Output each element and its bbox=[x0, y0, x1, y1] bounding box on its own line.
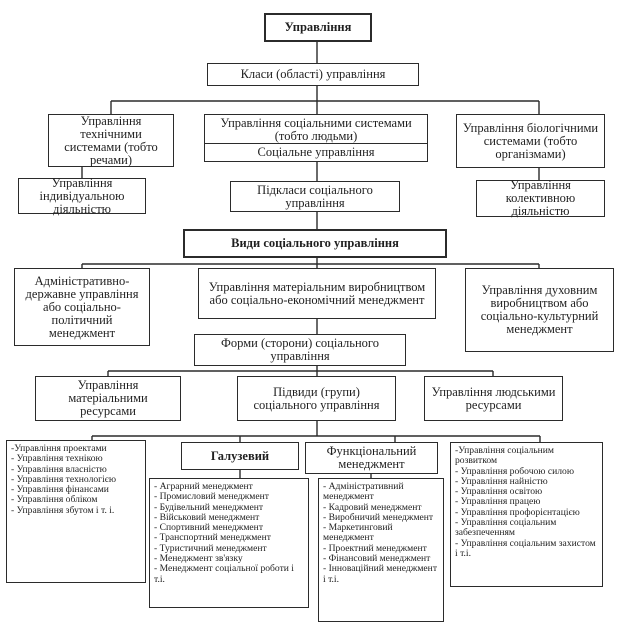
human-resources-box: Управління людськими ресурсами bbox=[424, 376, 563, 421]
technical-systems-box: Управління технічними системами (тобто речами) bbox=[48, 114, 174, 167]
classes-box: Класи (області) управління bbox=[207, 63, 419, 86]
material-resources-box: Управління матеріальними ресурсами bbox=[35, 376, 181, 421]
social-systems-box: Управління соціальними системами (тобто людьми) bbox=[204, 114, 428, 145]
list-item: - Управління технологією bbox=[11, 473, 117, 485]
list-item: - Управління обліком bbox=[11, 494, 98, 506]
list-item: - Управління працею bbox=[455, 496, 541, 508]
list-item: - Управління соціальним забезпеченням bbox=[455, 517, 557, 539]
functional-box: Функціональний менеджмент bbox=[305, 442, 438, 474]
branch-box: Галузевий bbox=[181, 442, 299, 470]
list-item: - Будівельний менеджмент bbox=[154, 501, 264, 513]
list-item: - Промисловий менеджмент bbox=[154, 491, 269, 503]
functional-list bbox=[318, 478, 444, 622]
individual-activity-box: Управління індивідуальною діяльністю bbox=[18, 178, 146, 214]
list-item: - Управління збутом і т. і. bbox=[11, 504, 115, 516]
root-box: Управління bbox=[264, 13, 372, 42]
list-item: -Управління проектами bbox=[11, 443, 107, 454]
list-item: - Управління фінансами bbox=[11, 484, 109, 496]
biological-systems-box: Управління біологічними системами (тобто організмами) bbox=[456, 114, 605, 168]
collective-activity-box: Управління колективною діяльністю bbox=[476, 180, 605, 217]
list-item: - Маркетинговий менеджмент bbox=[323, 522, 393, 544]
list-item: - Фінансовий менеджмент bbox=[323, 553, 431, 565]
list-item: - Кадровий менеджмент bbox=[323, 501, 422, 513]
list-item: - Управління профорієнтацією bbox=[455, 506, 580, 518]
list-item: - Управління найністю bbox=[455, 475, 548, 487]
material-production-box: Управління матеріальним виробництвом або соціально-економічний менеджмент bbox=[198, 268, 436, 319]
list-item: - Транспортний менеджмент bbox=[154, 532, 271, 544]
list-item: - Військовий менеджмент bbox=[154, 511, 260, 523]
subtypes-box: Підвиди (групи) соціального управління bbox=[237, 376, 396, 421]
types-box: Види соціального управління bbox=[183, 229, 447, 258]
list-item: - Проектний менеджмент bbox=[323, 542, 427, 554]
list-item: - Управління робочою силою bbox=[455, 465, 575, 477]
list-item: - Управління власністю bbox=[11, 463, 107, 475]
list-item: - Виробничий менеджмент bbox=[323, 511, 434, 523]
list-item: -Управління соціальним розвитком bbox=[455, 445, 554, 467]
list-item: - Адміністративний менеджмент bbox=[323, 481, 404, 503]
spiritual-production-box: Управління духовним виробництвом або соціально-культурний менеджмент bbox=[465, 268, 614, 352]
list-item: - Аграрний менеджмент bbox=[154, 481, 253, 492]
list-item: - Туристичний менеджмент bbox=[154, 542, 267, 554]
list-item: - Менеджмент зв'язку bbox=[154, 553, 243, 565]
subclasses-box: Підкласи соціального управління bbox=[230, 181, 400, 212]
list-item: - Управління освітою bbox=[455, 486, 543, 498]
list-item: - Управління соціальним захистом і т.і. bbox=[455, 537, 596, 559]
list-item: - Менеджмент соціальної роботи і т.і. bbox=[154, 563, 294, 585]
forms-box: Форми (сторони) соціального управління bbox=[194, 334, 406, 366]
right-management-list bbox=[450, 442, 603, 587]
branch-list bbox=[149, 478, 309, 608]
list-item: - Інноваційний менеджмент і т.і. bbox=[323, 563, 438, 585]
list-item: - Спортивний менеджмент bbox=[154, 522, 264, 534]
social-management-box: Соціальне управління bbox=[204, 143, 428, 162]
left-management-list bbox=[6, 440, 146, 583]
admin-state-box: Адміністративно-державне управління або соціально-політичний менеджмент bbox=[14, 268, 150, 346]
list-item: - Управління технікою bbox=[11, 453, 103, 465]
